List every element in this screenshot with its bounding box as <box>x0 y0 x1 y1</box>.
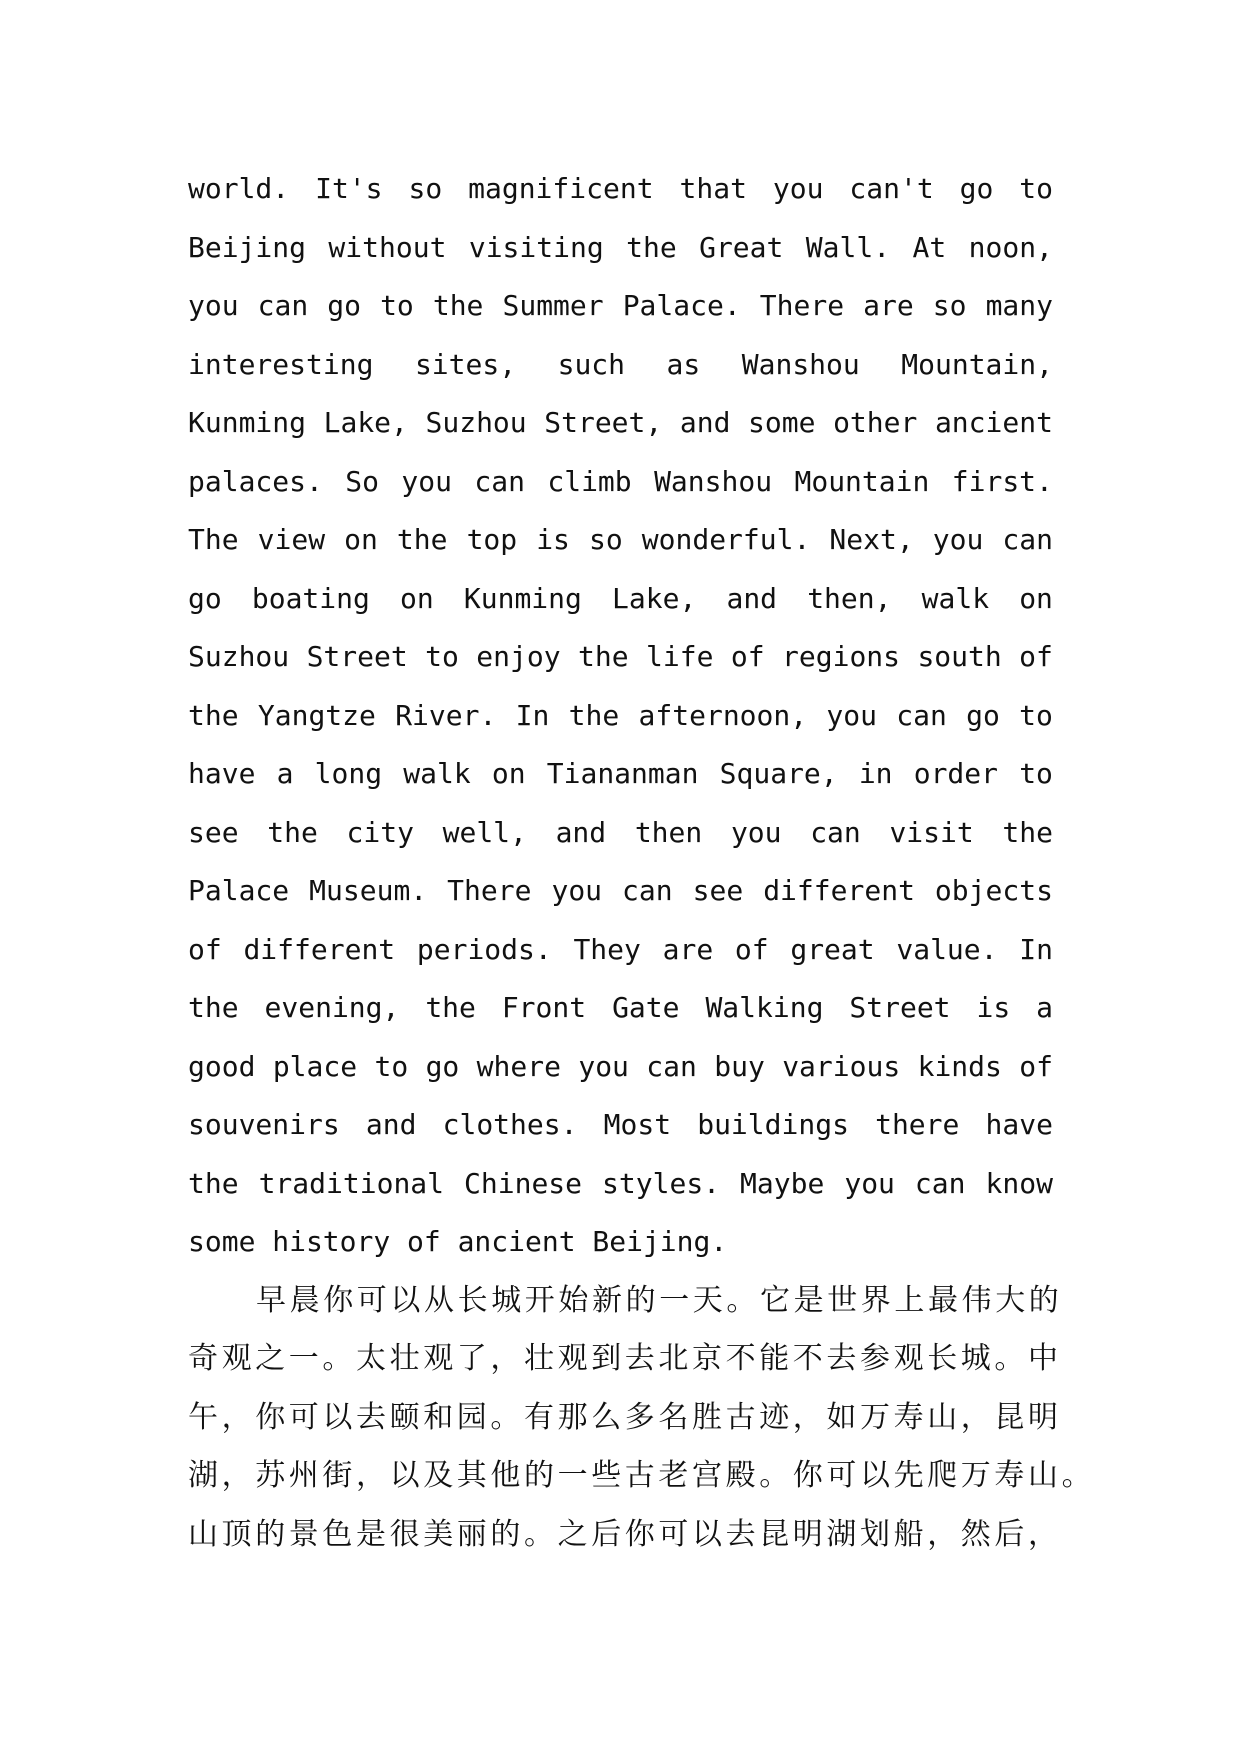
text-line: The view on the top is so wonderful. Next, you can <box>188 523 1053 556</box>
text-line: see the city well, and then you can visit the <box>188 815 1053 849</box>
text-line: Beijing without visiting the Great Wall. At noon, <box>188 230 1053 264</box>
text-line: 山顶的景色是很美丽的。之后你可以去昆明湖划船，然后， <box>188 1516 1062 1552</box>
text-line: Kunming Lake, Suzhou Street, and some other ancient <box>188 406 1053 439</box>
text-line: of different periods. They are of great value. In <box>188 932 1053 966</box>
text-line: 午，你可以去颐和园。有那么多名胜古迹，如万寿山，昆明 <box>188 1399 1062 1435</box>
text-line: the evening, the Front Gate Walking Street is a <box>188 991 1053 1024</box>
text-line: go boating on Kunming Lake, and then, walk on <box>188 581 1053 615</box>
text-line: the Yangtze River. In the afternoon, you can go to <box>188 698 1053 732</box>
text-line: Suzhou Street to enjoy the life of regions south of <box>188 640 1053 673</box>
text-line: 早晨你可以从长城开始新的一天。它是世界上最伟大的 <box>256 1282 1063 1318</box>
text-line: you can go to the Summer Palace. There are so many <box>188 289 1053 322</box>
english-paragraph <box>188 160 1053 1272</box>
text-line: 湖，苏州街，以及其他的一些古老宫殿。你可以先爬万寿山。 <box>188 1458 1096 1493</box>
text-line: have a long walk on Tiananman Square, in order to <box>188 757 1053 790</box>
text-line: palaces. So you can climb Wanshou Mountain first. <box>188 464 1053 498</box>
text-line: souvenirs and clothes. Most buildings there have <box>188 1108 1053 1141</box>
text-line: the traditional Chinese styles. Maybe you can know <box>188 1166 1053 1200</box>
document-page <box>188 160 1096 1580</box>
text-line: some history of ancient Beijing. <box>188 1225 728 1258</box>
text-line: interesting sites, such as Wanshou Mountain, <box>188 347 1053 381</box>
chinese-paragraph <box>188 1272 1096 1565</box>
text-line: world. It's so magnificent that you can't go to <box>188 172 1053 205</box>
text-line: good place to go where you can buy various kinds of <box>188 1049 1053 1083</box>
text-line: 奇观之一。太壮观了，壮观到去北京不能不去参观长城。中 <box>188 1341 1062 1376</box>
text-line: Palace Museum. There you can see different objects <box>188 874 1053 907</box>
